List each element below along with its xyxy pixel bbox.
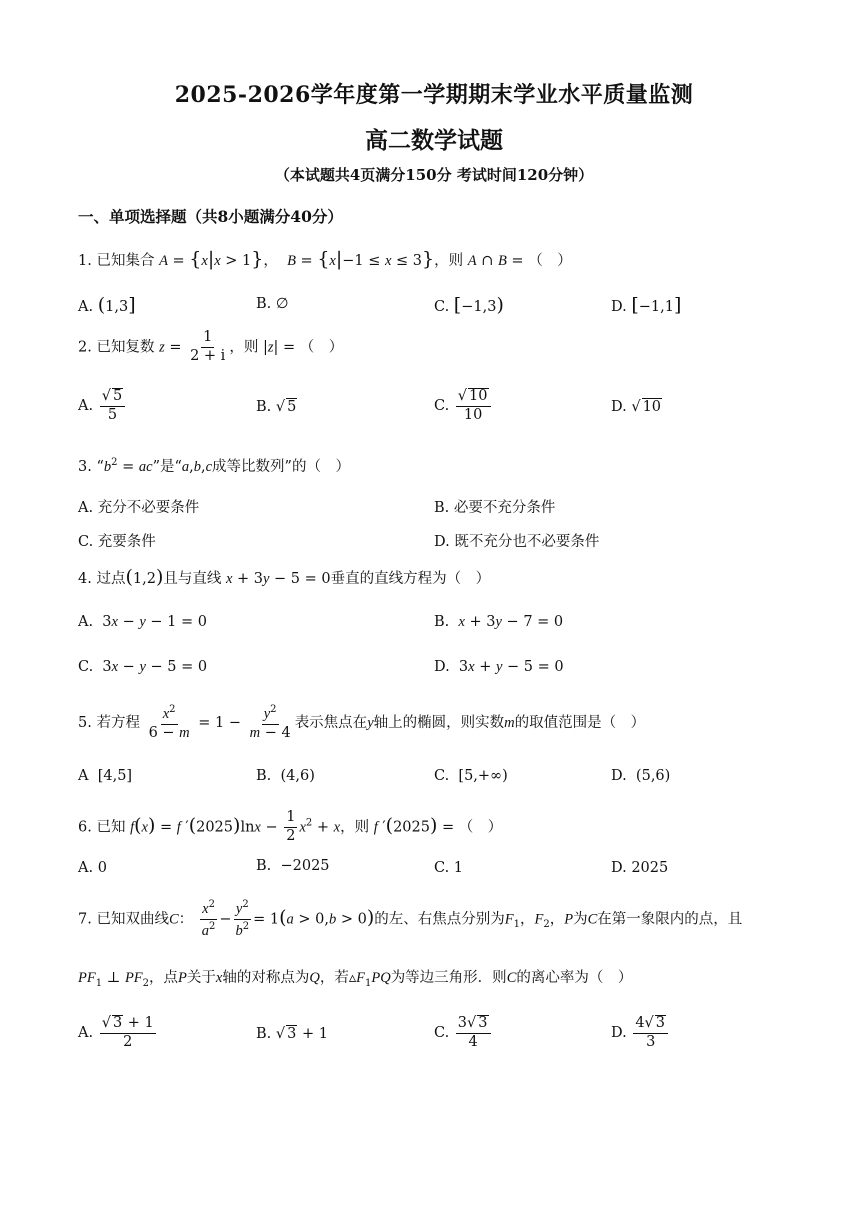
q4-option-b[interactable]: B. x + 3y − 7 = 0: [434, 614, 564, 630]
q7-option-d[interactable]: D. $\frac{4√ 3}{3}$: [611, 1015, 670, 1051]
q1-option-c[interactable]: C. [−1,3): [434, 294, 504, 316]
q6-option-d[interactable]: D. 2025: [611, 860, 669, 876]
q2-option-c[interactable]: C. $\frac{√ 10}{10}$: [434, 388, 493, 424]
q3-option-d[interactable]: D. 既不充分也不必要条件: [434, 534, 600, 550]
q1-option-b[interactable]: B. ∅: [256, 296, 289, 312]
q1-option-d[interactable]: D. [−1,1]: [611, 294, 682, 316]
q3-option-c[interactable]: C. 充要条件: [78, 534, 156, 550]
q3-option-b[interactable]: B. 必要不充分条件: [434, 500, 556, 516]
q7-option-a[interactable]: A. $\frac{√ 3 + 1}{2}$: [78, 1015, 154, 1050]
q5-option-a[interactable]: A [4,5]: [78, 768, 133, 784]
q7-option-c[interactable]: C. $\frac{3√ 3}{4}$: [434, 1015, 493, 1051]
question-4: 4. 过点(1,2)且与直线 x + 3y − 5 = 0垂直的直线方程为（ ）: [78, 566, 491, 588]
q6-option-c[interactable]: C. 1: [434, 860, 464, 876]
q1-option-a[interactable]: A. (1,3]: [78, 294, 136, 316]
q6-option-b[interactable]: B. −2025: [256, 858, 330, 874]
q2-option-d[interactable]: D. √ 10: [611, 399, 662, 415]
question-7-line-2: $PF_1$ ⊥ $PF_2$，点P关于x轴的对称点为Q，若$▵F_1PQ$为等边三角形．则C的离心率为（ ）: [78, 970, 633, 989]
q4-option-a[interactable]: A. 3x − y − 1 = 0: [78, 614, 207, 630]
q4-option-d[interactable]: D. 3x + y − 5 = 0: [434, 659, 564, 675]
q2-option-b[interactable]: B. √ 5: [256, 399, 297, 415]
exam-title: 2025-2026学年度第一学期期末学业水平质量监测: [174, 82, 694, 108]
q5-option-c[interactable]: C. [5,+∞): [434, 768, 508, 784]
question-7-line-1: 7. 已知双曲线C： $\frac{x^2}{a^2}$ − $\frac{y^2}{b^2}$ = 1(a > 0,b > 0)的左、右焦点分别为$F_1$，$F_2$，P为C在第一象限内的点，且: [78, 899, 743, 939]
q2-option-a[interactable]: A. $\frac{√ 5}{5}$: [78, 388, 127, 424]
q3-option-a[interactable]: A. 充分不必要条件: [78, 500, 200, 516]
question-2: 2. 已知复数 z = $\frac{1}{2 + i}$ ，则 |z| = （ ）: [78, 329, 344, 364]
question-5: 5. 若方程 $\frac{x^2}{6 - m}$ = 1 − $\frac{y^2}{m - 4}$ 表示焦点在y轴上的椭圆，则实数m的取值范围是（ ）: [78, 704, 646, 741]
q5-option-b[interactable]: B. (4,6): [256, 768, 315, 784]
section-heading: 一、单项选择题（共8小题满分40分）: [78, 207, 343, 226]
question-6: 6. 已知 f(x) = f ′(2025)lnx − $\frac{1}{2}$ $x^2 + x$，则 f ′(2025) = （ ）: [78, 809, 503, 844]
exam-note: （本试题共4页满分150分 考试时间120分钟）: [274, 166, 594, 184]
set-a: A: [159, 253, 168, 269]
q6-option-a[interactable]: A. 0: [78, 860, 107, 876]
question-1: 1. 已知集合 A = {x|x > 1}， B = {x|−1 ≤ x ≤ 3}，则 A ∩ B = （ ）: [78, 248, 572, 270]
q5-option-d[interactable]: D. (5,6): [611, 768, 671, 784]
q4-option-c[interactable]: C. 3x − y − 5 = 0: [78, 659, 208, 675]
q7-option-b[interactable]: B. √ 3 + 1: [256, 1026, 328, 1042]
exam-subject: 高二数学试题: [365, 127, 503, 154]
question-3: 3. “$b^2$ = ac”是“a,b,c成等比数列”的（ ）: [78, 457, 350, 475]
